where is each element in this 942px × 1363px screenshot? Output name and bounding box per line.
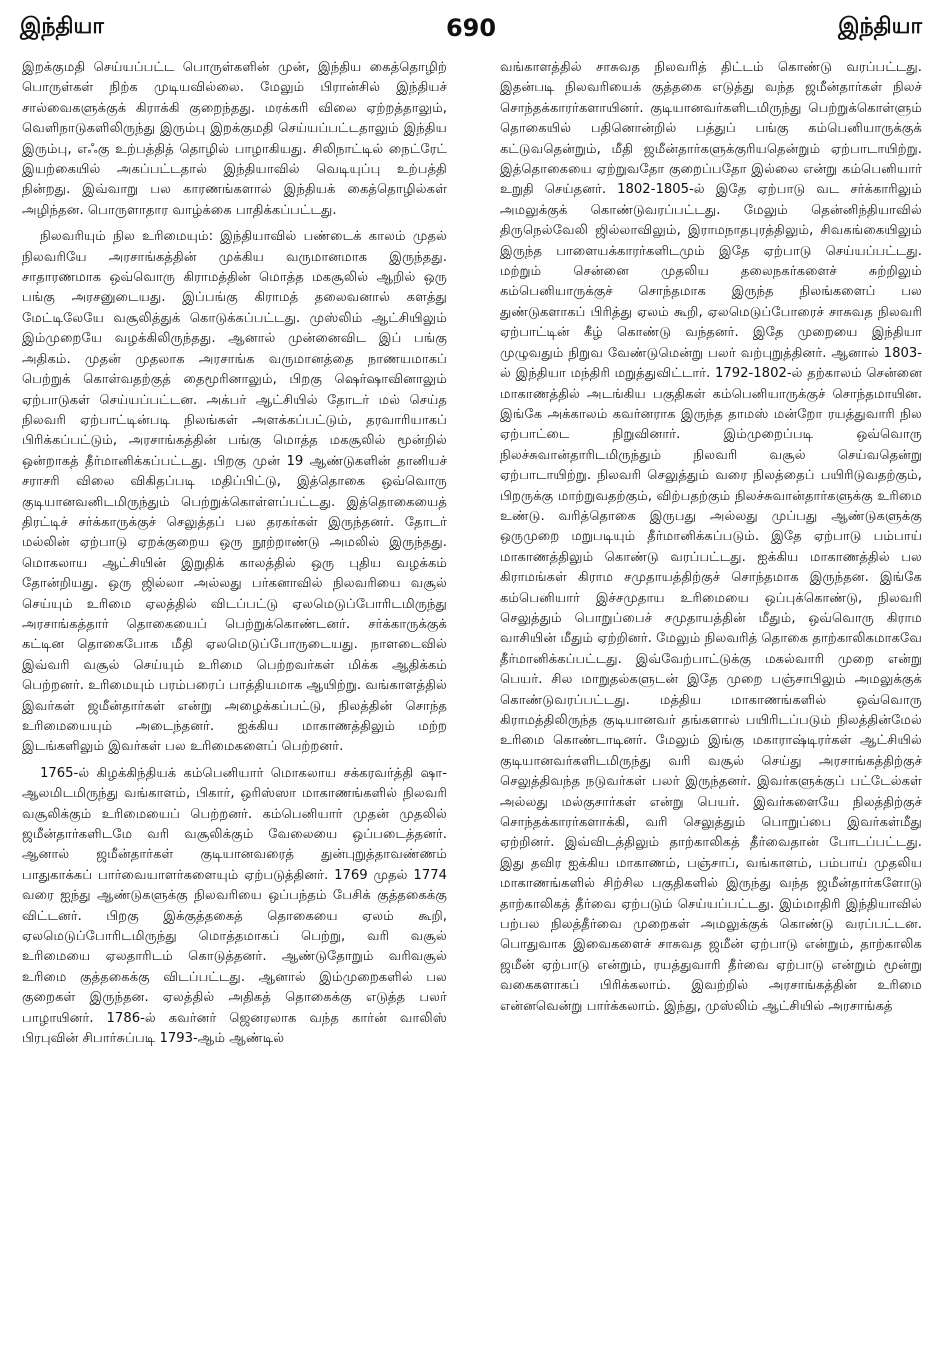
left-column [22,58,447,1350]
paragraph-1765: 1765-ல் கிழக்கிந்தியக் கம்பெனியார் மொகலாய சக்கரவர்த்தி ஷா-ஆலமிடமிருந்து வங்காளம், பிகார், ஒரிஸ்ஸா மாகாணங்களில் நிலவரி வசூலிக்கும் உரிமையைப் பெற்றனர். கம்பெனியார் முதன் முதலில் ஜமீன்தார்களிடமே வரி வசூலிக்கும் வேலையை ஒப்படைத்தனர். ஆனால் ஜமீன்தார்கள் குடியானவரைத் துன்புறுத்தாவண்ணம் பாதுகாக்கப் பார்வையாளர்களையும் ஏற்படுத்தினர். 1769 முதல் 1774 வரை ஐந்து ஆண்டுகளுக்கு நிலவரியை ஒப்பந்தம் பேசிக் குத்தகைக்கு விட்டனர். பிறகு இக்குத்தகைத் தொகையை ஏலம் கூறி, ஏலமெடுப்போரிடமிருந்து மொத்தமாகப் பெற்று, வரி வசூல் உரிமையை ஏலதாரிடம் கொடுத்தனர். ஆண்டுதோறும் வரிவசூல் உரிமை குத்தகைக்கு விடப்பட்டது. ஆனால் இம்முறைகளில் பல குறைகள் இருந்தன. ஏலத்தில் அதிகத் தொகைக்கு எடுத்த பலர் பாழாயினர். 1786-ல் கவர்னர் ஜெனரலாக வந்த கார்ன் வாலிஸ் பிரபுவின் சிபார்சுப்படி 1793-ஆம் ஆண்டில் [22,765,447,1047]
page-header [20,14,922,48]
running-head-right: இந்தியா [838,14,922,39]
paragraph-permanent-settlement: வங்காளத்தில் சாசுவத நிலவரித் திட்டம் கொண்டு வரப்பட்டது. இதன்படி நிலவரியைக் குத்தகை எடுத்து வந்த ஜமீன்தார்கள் நிலச் சொந்தக்காரர்களாயினர். குடியானவர்களிடமிருந்து பெற்றுக்கொள்ளும் தொகையில் பதினொன்றில் பத்துப் பங்கு கம்பெனியாருக்குக் கட்டுவதென்றும், மீதி ஜமீன்தார்களுக்குரியதென்றும் ஏற்பாடாயிற்று. இத்தொகையை ஏற்றுவதோ குறைப்பதோ இல்லை என்று கம்பெனியார் உறுதி செய்தனர். 1802-1805-ல் இதே ஏற்பாடு வட சர்க்காரிலும் அமலுக்குக் கொண்டுவரப்பட்டது. மேலும் தென்னிந்தியாவில் திருநெல்வேலி ஜில்லாவிலும், இராமநாதபுரத்திலும், சிவகங்கையிலும் இருந்த பாளையக்காரர்களிடமும் இதே ஏற்பாடு செய்யப்பட்டது. மற்றும் சென்னை முதலிய தலைநகர்களைச் சுற்றிலும் கம்பெனியாருக்குச் சொந்தமாக இருந்த நிலங்களைப் பல துண்டுகளாகப் பிரித்து ஏலம் கூறி, ஏலமெடுப்போரைச் சாசுவத நிலவரி ஏற்பாட்டின் கீழ் கொண்டு வந்தனர். இதே முறையை இந்தியா முழுவதும் நிறுவ வேண்டுமென்று பலர் வற்புறுத்தினர். ஆனால் 1803-ல் இந்தியா மந்திரி மறுத்துவிட்டார். 1792-1802-ல் தற்காலம் சென்னை மாகாணத்தில் அடங்கிய பகுதிகள் கம்பெனியாருக்குச் சொந்தமாயின. இங்கே அக்காலம் கவர்னராக இருந்த தாமஸ் மன்றோ ரயத்துவாரி நில ஏற்பாட்டை நிறுவினார். இம்முறைப்படி ஒவ்வொரு நிலச்சுவான்தாரிடமிருந்தும் நிலவரி வசூல் செய்வதென்று ஏற்பாடாயிற்று. நிலவரி செலுத்தும் வரை நிலத்தைப் பயிரிடுவதற்கும், பிறருக்கு மாற்றுவதற்கும், விற்பதற்கும் நிலச்சுவான்தார்களுக்கு உரிமை உண்டு. வரித்தொகை இருபது அல்லது முப்பது ஆண்டுகளுக்கு ஒருமுறை மறுபடியும் தீர்மானிக்கப்படும். இதே ஏற்பாடு பம்பாய் மாகாணத்திலும் கொண்டு வரப்பட்டது. ஐக்கிய மாகாணத்தில் பல கிராமங்கள் கிராம சமுதாயத்திற்குச் சொந்தமாக இருந்தன. இங்கே கம்பெனியார் இச்சமுதாய உரிமையை ஒப்புக்கொண்டு, நிலவரி செலுத்தும் பொறுப்பைச் சமுதாயத்தின் மீதும், ஒவ்வொரு கிராம வாசியின் மீதும் ஏற்றினர். மேலும் நிலவரித் தொகை தாற்காலிகமாகவே தீர்மானிக்கப்பட்டது. இவ்வேற்பாட்டுக்கு மகல்வாரி முறை என்று பெயர். சில மாறுதல்களுடன் இதே முறை பஞ்சாபிலும் அமலுக்குக் கொண்டுவரப்பட்டது. மத்திய மாகாணங்களில் ஒவ்வொரு கிராமத்திலிருந்த குடியானவர் தங்களால் பயிரிடப்படும் நிலத்தின்மேல் உரிமை கொண்டாடினர். மேலும் இங்கு மகாராஷ்டிரர்கள் ஆட்சியில் குடியானவர்களிடமிருந்து வரி வசூல் செய்து அரசாங்கத்திற்குச் செலுத்திவந்த நடுவர்கள் பலர் இருந்தனர். இவர்களுக்குப் பட்டேல்கள் அல்லது மல்குசார்கள் என்று பெயர். இவர்களையே நிலத்திற்குச் சொந்தக்காரர்களாக்கி, வரி செலுத்தும் பொறுப்பை இவர்கள்மீது ஏற்றினர். இவ்விடத்திலும் தாற்காலிகத் தீர்வைதான் போடப்பட்டது. இது தவிர ஐக்கிய மாகாணம், பஞ்சாப், வங்காளம், பம்பாய் முதலிய மாகாணங்களில் சிற்சில பகுதிகளில் இருந்து வந்த ஜமீன்தார்களோடு தாற்காலிகத் தீர்வை ஏற்படும் செய்யப்பட்டது. இம்மாதிரி இந்தியாவில் பற்பல நிலத்தீர்வை முறைகள் அமலுக்குக் கொண்டு வரப்பட்டன. பொதுவாக இவைகளைச் சாசுவத ஜமீன் ஏற்பாடு என்றும், தாற்காலிக ஜமீன் ஏற்பாடு என்றும், ரயத்துவாரி தீர்வை ஏற்பாடு என்றும் மூன்று வகைகளாகப் பிரிக்கலாம். இவற்றில் அரசாங்கத்தின் உரிமை என்னவென்று பார்க்கலாம். இந்து, முஸ்லிம் ஆட்சியில் அரசாங்கத் [500,60,922,1014]
paragraph: இறக்குமதி செய்யப்பட்ட பொருள்களின் முன், இந்திய கைத்தொழிற் பொருள்கள் நிற்க முடியவில்லை. மேலும் பிரான்சில் இந்தியச் சால்வைகளுக்குக் கிராக்கி குறைந்தது. மரக்கரி விலை ஏற்றத்தாலும், வெளிநாடுகளிலிருந்து இரும்பு இறக்குமதி செய்யப்பட்டதாலும் இந்திய இரும்பு, எஃகு உற்பத்தித் தொழில் பாழாகியது. சிலிநாட்டில் நைட்ரேட் இயற்கையில் அகப்பட்டதால் இந்தியாவில் வெடியுப்பு உற்பத்தி நின்றது. இவ்வாறு பல காரணங்களால் இந்தியக் கைத்தொழில்கள் அழிந்தன. பொருளாதார வாழ்க்கை பாதிக்கப்பட்டது. [22,60,447,218]
page-number: 690 [445,14,497,42]
running-head-left: இந்தியா [20,14,104,39]
paragraph-land-revenue: நிலவரியும் நில உரிமையும்: இந்தியாவில் பண்டைக் காலம் முதல் நிலவரியே அரசாங்கத்தின் முக்கிய வருமானமாக இருந்தது. சாதாரணமாக ஒவ்வொரு கிராமத்தின் மொத்த மகசூலில் ஆறில் ஒரு பங்கு அரசனுடையது. இப்பங்கு கிராமத் தலைவனால் களத்து மேட்டிலேயே வசூலித்துக் கொடுக்கப்பட்டது. முஸ்லிம் ஆட்சியிலும் இம்முறையே வழக்கிலிருந்தது. ஆனால் முன்னைவிட இப் பங்கு அதிகம். முதன் முதலாக அரசாங்க வருமானத்தை நாணயமாகப் பெற்றுக் கொள்வதற்குத் தைமூரினாலும், பிறகு ஷெர்ஷாவினாலும் ஏற்பாடுகள் செய்யப்பட்டன. அக்பர் ஆட்சியில் தோடர் மல் செய்த நிலவரி ஏற்பாட்டின்படி நிலங்கள் அளக்கப்பட்டும், தரவாரியாகப் பிரிக்கப்பட்டும், அரசாங்கத்தின் பங்கு மொத்த மகசூலில் மூன்றில் ஒன்றாகத் தீர்மானிக்கப்பட்டது. பிறகு முன் 19 ஆண்டுகளின் தானியச் சராசரி விலை விகிதப்படி மதிப்பிட்டு, இத்தொகை ஒவ்வொரு குடியானவனிடமிருந்தும் பெற்றுக்கொள்ளப்பட்டது. இத்தொகையைத் திரட்டிச் சர்க்காருக்குச் செலுத்தப் பல தரகர்கள் இருந்தனர். தோடர் மல்லின் ஏற்பாடு ஏறக்குறைய ஒரு நூற்றாண்டு அமலில் இருந்தது. மொகலாய ஆட்சியின் இறுதிக் காலத்தில் ஒரு புதிய வழக்கம் தோன்றியது. ஒரு ஜில்லா அல்லது பர்கனாவில் நிலவரியை வசூல் செய்யும் உரிமை ஏலத்தில் விடப்பட்டு ஏலமெடுப்போரிடமிருந்து அரசாங்கத்தார் தொகையைப் பெற்றுக்கொண்டனர். சர்க்காருக்குக் கட்டின தொகைபோக மீதி ஏலமெடுப்போருடையது. நாளடைவில் இவ்வரி வசூல் செய்யும் உரிமை பெற்றவர்கள் மிக்க ஆதிக்கம் பெற்றனர். உரிமையும் பரம்பரைப் பாத்தியமாக ஆயிற்று. வங்காளத்தில் இவர்கள் ஜமீன்தார்கள் என்று அழைக்கப்பட்டு, நிலத்தின் சொந்த உரிமையையும் அடைந்தனர். ஐக்கிய மாகாணத்திலும் மற்ற இடங்களிலும் இவர்கள் பல உரிமைகளைப் பெற்றனர். [22,229,447,755]
right-column [500,58,922,1350]
